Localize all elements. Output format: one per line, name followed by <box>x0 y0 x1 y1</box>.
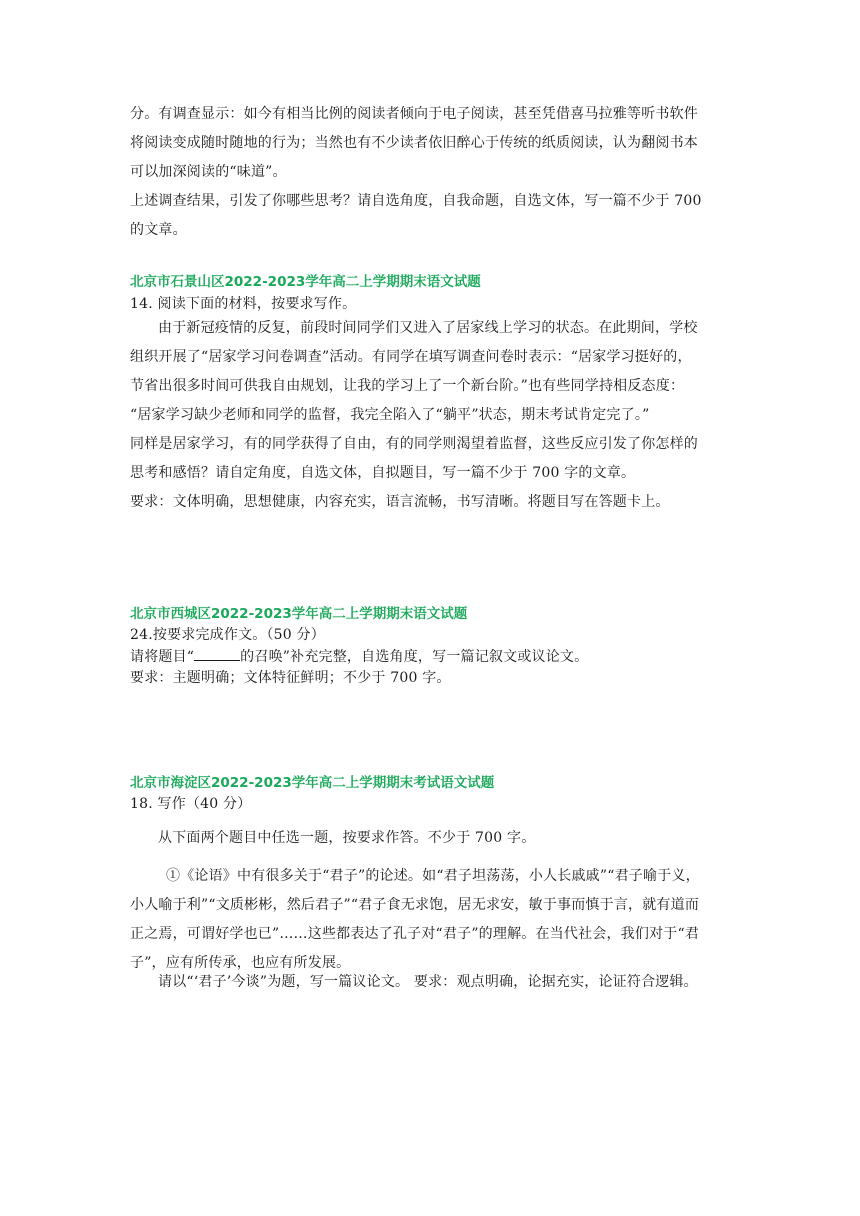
instruction-line: 从下面两个题目中任选一题，按要求作答。不少于 700 字。 <box>158 830 536 846</box>
passage-line: 可以加深阅读的“味道”。 <box>130 164 287 180</box>
passage-line: 分。有调查显示：如今有相当比例的阅读者倾向于电子阅读，甚至凭借喜马拉雅等听书软件 <box>130 106 698 122</box>
topic-line: 子”，应有所传承，也应有所发展。 <box>130 955 351 971</box>
question-number: 14. 阅读下面的材料，按要求写作。 <box>130 296 357 312</box>
section-heading: 北京市石景山区2022-2023学年高二上学期期末语文试题 <box>130 274 481 290</box>
material-line: 同样是居家学习，有的同学获得了自由，有的同学则渴望着监督，这些反应引发了你怎样的 <box>130 436 698 452</box>
fill-blank <box>194 646 240 661</box>
section-haidian <box>130 773 735 815</box>
section-shijingshan <box>130 272 735 315</box>
requirement-line: 要求：文体明确，思想健康，内容充实，语言流畅，书写清晰。将题目写在答题卡上。 <box>130 494 670 510</box>
final-requirement-line: 请以“‘君子’今谈”为题，写一篇议论文。 要求：观点明确，论据充实，论证符合逻辑。 <box>158 974 698 990</box>
requirement-line: 要求：主题明确；文体特征鲜明；不少于 700 字。 <box>130 670 451 686</box>
question-number: 18. 写作（40 分） <box>130 796 252 812</box>
section-heading: 北京市西城区2022-2023学年高二上学期期末语文试题 <box>130 606 468 622</box>
topic-line: 小人喻于利”“文质彬彬，然后君子”“君子食无求饱，居无求安，敏于事而慎于言，就有道而 <box>130 897 700 913</box>
haidian-final <box>130 968 735 997</box>
material-line: 由于新冠疫情的反复，前段时间同学们又进入了居家线上学习的状态。在此期间，学校 <box>158 320 698 336</box>
material-line: 组织开展了“居家学习问卷调查”活动。有同学在填写调查问卷时表示：“居家学习挺好的， <box>130 349 692 365</box>
prompt-text: 的召唤”补充完整，自选角度，写一篇记叙文或议论文。 <box>240 649 589 665</box>
section-heading: 北京市海淀区2022-2023学年高二上学期期末考试语文试题 <box>130 775 495 791</box>
top-passage <box>130 100 735 245</box>
prompt-text: 请将题目“ <box>130 649 195 665</box>
material-line: “居家学习缺少老师和同学的监督，我完全陷入了“躺平”状态，期末考试肯定完了。” <box>130 407 650 423</box>
material-line: 思考和感悟？请自定角度，自选文体，自拟题目，写一篇不少于 700 字的文章。 <box>130 465 636 481</box>
material-line: 节省出很多时间可供我自由规划，让我的学习上了一个新台阶。”也有些同学持相反态度： <box>130 378 685 394</box>
haidian-topic <box>130 862 735 978</box>
section-xicheng <box>130 604 735 689</box>
passage-line: 将阅读变成随时随地的行为；当然也有不少读者依旧醉心于传统的纸质阅读，认为翻阅书本 <box>130 135 698 151</box>
prompt-line <box>130 646 735 668</box>
passage-line: 上述调查结果，引发了你哪些思考？请自选角度，自我命题，自选文体，写一篇不少于 700 <box>130 193 702 209</box>
haidian-instruction <box>130 824 735 853</box>
passage-line: 的文章。 <box>130 222 187 238</box>
topic-line: ①《论语》中有很多关于“君子”的论述。如“君子坦荡荡，小人长戚戚”“君子喻于义， <box>166 868 700 884</box>
question-number: 24.按要求完成作文。（50 分） <box>130 627 325 643</box>
shijingshan-material <box>130 314 735 517</box>
topic-line: 正之焉，可谓好学也已”……这些都表达了孔子对“君子”的理解。在当代社会，我们对于“君 <box>130 926 700 942</box>
